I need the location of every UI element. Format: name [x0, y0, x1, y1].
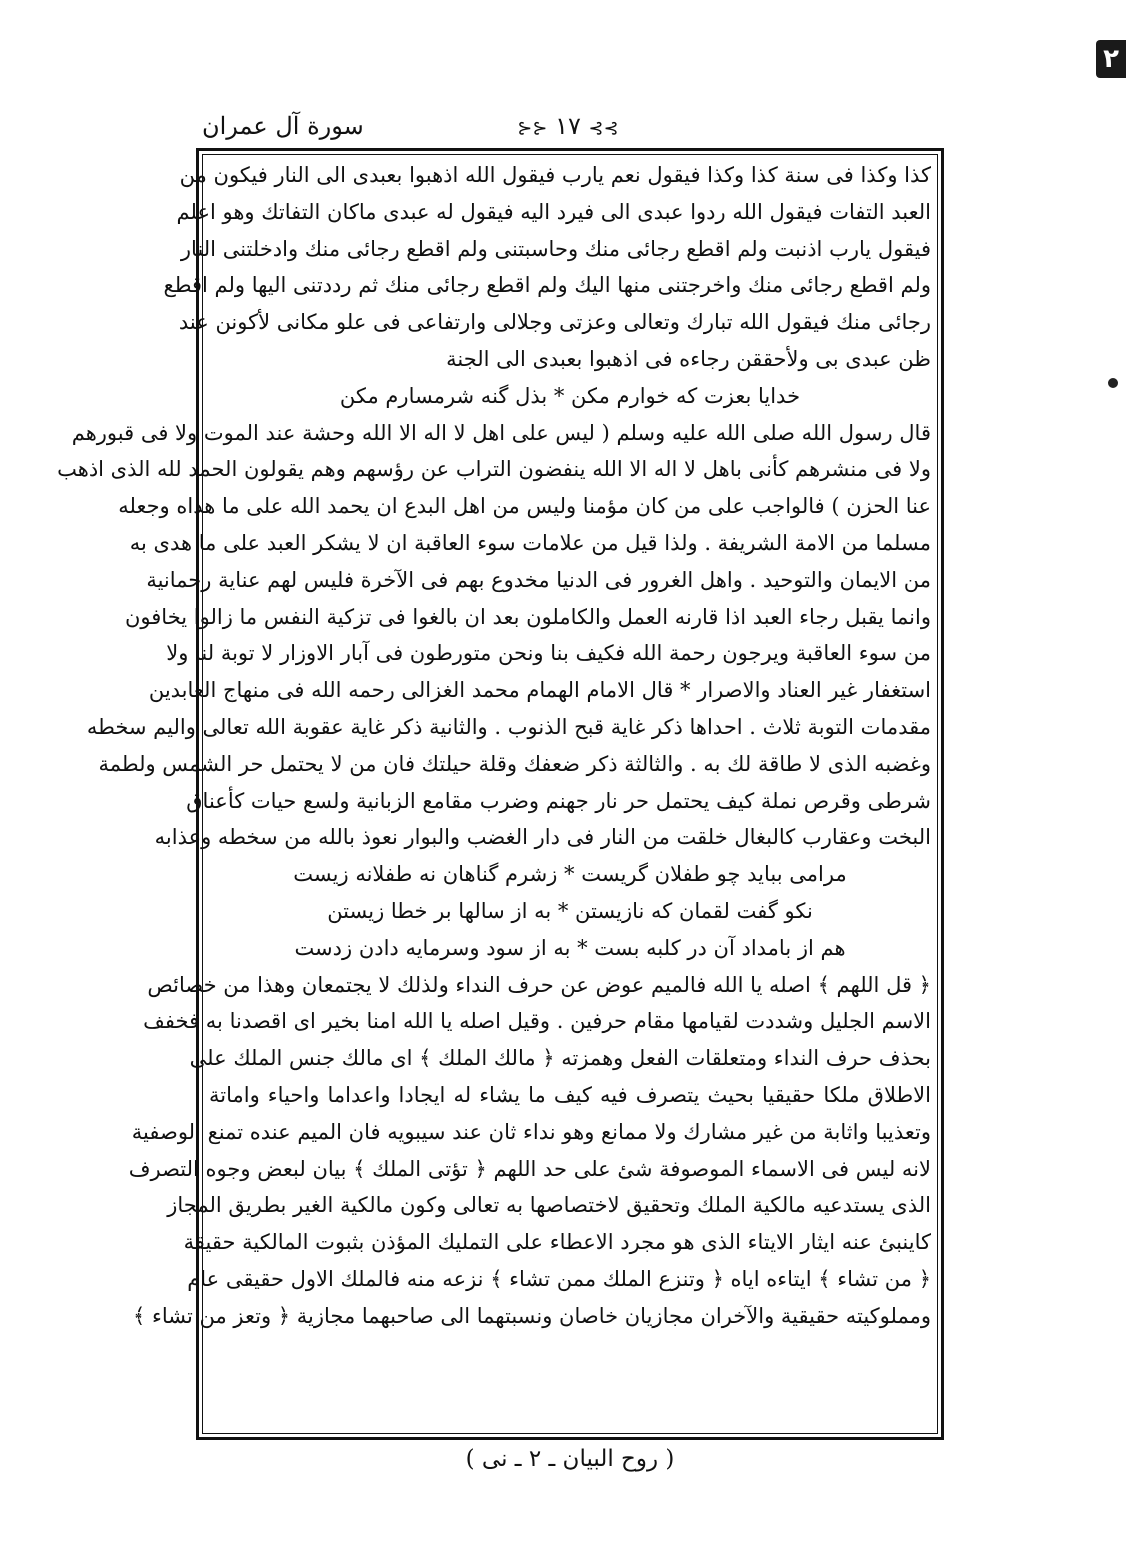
text-line: ولم اقطع رجائى منك واخرجتنى منها اليك ولم اقطع رجائى منك ثم رددتنى اليها ولم اقطع [163, 273, 931, 298]
page-header [190, 112, 946, 146]
text-line: لانه ليس فى الاسماء الموصوفة شئ على حد اللهم ﴿ تؤتى الملك ﴾ بيان لبعض وجوه التصرف [128, 1156, 931, 1181]
text-line: وغضبه الذى لا طاقة لك به . والثالثة ذكر ضعفك وقلة حيلتك فان من لا يحتمل حر الشمس ولطمة [98, 751, 931, 776]
text-line: ﴿ من تشاء ﴾ ايتاءه اياه ﴿ وتنزع الملك ممن تشاء ﴾ نزعه منه فالملك الاول حقيقى عام [187, 1266, 931, 1291]
verse-line: خدايا بعزت كه خوارم مكن * بذل گنه شرمسارم مكن [339, 383, 801, 408]
text-line: ﴿ قل اللهم ﴾ اصله يا الله فالميم عوض عن حرف النداء ولذلك لا يجتمعان وهذا من خصائص [147, 972, 931, 997]
text-frame [57, 148, 944, 1440]
text-line: ولا فى منشرهم كأنى باهل لا اله الا الله ينفضون التراب عن رؤسهم وهم يقولون الحمد لله الذى اذهب [57, 457, 931, 482]
text-line: الاسم الجليل وشددت لقيامها مقام حرفين . وقيل اصله يا الله امنا بخير اى اقصدنا به فخفف [143, 1009, 931, 1034]
text-line: مقدمات التوبة ثلاث . احداها ذكر غاية قبح الذنوب . والثانية ذكر غاية عقوبة الله تعالى واليم سخطه [86, 714, 931, 739]
text-line: وانما يقبل رجاء العبد اذا قارنه العمل والكاملون بعد ان بالغوا فى تزكية النفس ما زالوا يخافون [125, 604, 931, 629]
text-line: مسلما من الامة الشريفة . ولذا قيل من علامات سوء العاقبة ان لا يشكر العبد على ما هدى به [129, 530, 931, 555]
text-line: من الايمان والتوحيد . واهل الغرور فى الدنيا مخدوع بهم فى الآخرة فليس لهم عناية رحمانية [146, 567, 931, 592]
text-line: ومملوكيته حقيقية والآخران مجازيان خاصان ونسبتهما الى صاحبهما مجازية ﴿ وتعز من تشاء ﴾ [133, 1303, 931, 1328]
verse-line: هم از بامداد آن در كلبه بست * به از سود وسرمايه دادن زدست [294, 935, 846, 960]
text-line: شرطى وقرص نملة كيف يحتمل حر نار جهنم وضرب مقامع الزبانية ولسع حيات كأعناق [186, 788, 931, 813]
verse-line: مرامى بباید چو طفلان گریست * زشرم گناهان نه طفلانه زیست [293, 862, 847, 887]
text-line: الذى يستدعيه مالكية الملك وتحقيق لاختصاصها به تعالى وكون مالكية الغير بطريق المجاز [167, 1193, 931, 1218]
surah-title: سورة آل عمران [202, 112, 364, 140]
scan-mark [1108, 378, 1118, 388]
ornament-right-icon: ⊰⊰ [588, 118, 619, 139]
text-line: الاطلاق ملكا حقيقيا بحيث يتصرف فيه كيف ما يشاء له ايجادا واعداما واحياء واماتة [209, 1082, 931, 1107]
text-line: قال رسول الله صلى الله عليه وسلم ( ليس على اهل لا اله الا الله وحشة عند الموت ولا فى قبورهم [71, 420, 931, 445]
text-line: ظن عبدى بى ولأحققن رجاءه فى اذهبوا بعبدى الى الجنة [446, 346, 931, 371]
text-line: العبد التفات فيقول الله ردوا عبدى الى فيرد اليه فيقول له عبدى ماكان التفاتك وهو اعلم [176, 199, 931, 224]
verse-line: نكو گفت لقمان كه نازيستن * به از سالها بر خطا زيستن [327, 898, 813, 923]
text-line: كذا وكذا فى سنة كذا وكذا فيقول نعم يارب فيقول الله اذهبوا بعبدى الى النار فيكون من [179, 163, 931, 187]
text-line: وتعذيبا واثابة من غير مشارك ولا ممانع وهو نداء ثان عند سيبويه فان الميم عنده تمنع الوصفية [131, 1119, 931, 1144]
text-line: عنا الحزن ) فالواجب على من كان مؤمنا وليس من اهل البدع ان يحمد الله على ما هداه وجعله [118, 494, 931, 519]
ornament-left-icon: ⊱⊱ [517, 118, 548, 139]
page-footer: ( روح البيان ـ ٢ ـ نى ) [465, 1446, 675, 1472]
page-number: ١٧ [555, 112, 581, 140]
page-number-group [190, 112, 946, 140]
page-edge-tab: ٢ [1096, 40, 1126, 78]
text-line: استغفار غير العناد والاصرار * قال الامام الهمام محمد الغزالى رحمه الله فى منهاج العابدين [148, 678, 931, 703]
text-line: بحذف حرف النداء ومتعلقات الفعل وهمزته ﴿ مالك الملك ﴾ اى مالك جنس الملك على [189, 1046, 931, 1071]
text-line: من سوء العاقبة ويرجون رحمة الله فكيف بنا ونحن متورطون فى آبار الاوزار لا توبة لنا ولا [166, 641, 931, 666]
text-line: فيقول يارب اذنبت ولم اقطع رجائى منك وحاسبتنى ولم اقطع رجائى منك وادخلتنى النار [180, 236, 931, 261]
text-line: كاينبئ عنه ايثار الايتاء الذى هو مجرد الاعطاء على التمليك المؤذن بثبوت المالكية حقيقة [183, 1230, 931, 1255]
body-text [57, 157, 931, 1431]
text-line: رجائى منك فيقول الله تبارك وتعالى وعزتى وجلالى وارتفاعى فى علو مكانى لأكونن عند [178, 310, 931, 335]
text-line: البخت وعقارب كالبغال خلقت من النار فى دار الغضب والبوار نعوذ بالله من سخطه وعذابه [154, 825, 931, 850]
